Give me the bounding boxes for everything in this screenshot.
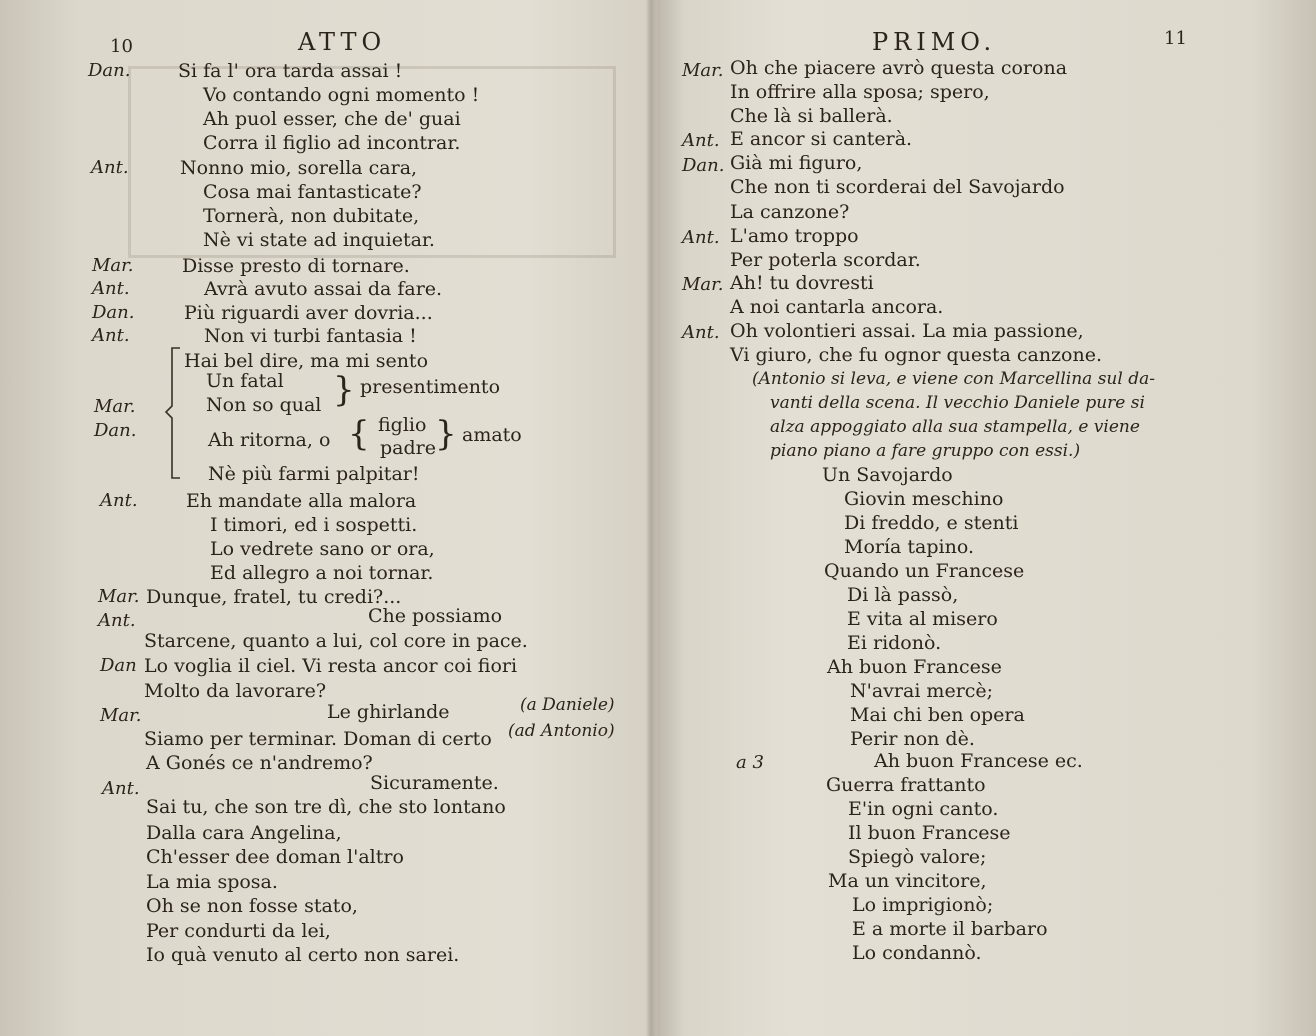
verse-line: L'amo troppo [730,225,859,247]
verse-line: Mai chi ben opera [850,704,1025,726]
verse-line: Hai bel dire, ma mi sento [184,350,429,372]
verse-line: Ah buon Francese [827,656,1002,678]
verse-line: Le ghirlande [327,701,450,723]
verse-line: Che là si ballerà. [730,105,893,127]
trio-brace [150,340,190,490]
verse-line: Quando un Francese [824,560,1025,582]
verse-line: Nonno mio, sorella cara, [180,157,418,179]
verse-line: Ei ridonò. [847,632,942,654]
verse-line: Ch'esser dee doman l'altro [146,846,404,868]
verse-line: Molto da lavorare? [144,680,327,702]
speaker-label: Dan [100,655,137,676]
page-number: 11 [1164,28,1187,49]
verse-line: Per condurti da lei, [146,920,331,942]
verse-line: Che non ti scorderai del Savojardo [730,176,1065,198]
speaker-label: Ant. [682,130,720,151]
verse-line: presentimento [360,376,501,398]
stage-direction: (Antonio si leva, e viene con Marcellina sul da- [752,369,1155,389]
left-page [0,0,652,1036]
speaker-label: Ant. [102,778,140,799]
verse-line: Ah buon Francese ec. [874,750,1083,772]
stage-direction: piano piano a fare gruppo con essi.) [770,441,1081,461]
speaker-label: Dan. [682,155,725,176]
speaker-label: Ant. [682,322,720,343]
left-brace: { [348,414,370,454]
speaker-label: Mar. [682,60,724,81]
speaker-label: Mar. [94,396,136,417]
verse-line: Lo voglia il ciel. Vi resta ancor coi fiori [144,655,518,677]
verse-line: Vo contando ogni momento ! [203,84,480,106]
verse-line: Nè più farmi palpitar! [208,463,420,485]
speaker-label: Ant. [92,325,130,346]
speaker-label: Ant. [682,227,720,248]
verse-line: La mia sposa. [146,871,278,893]
verse-line: Giovin meschino [844,488,1004,510]
verse-line: Che possiamo [368,605,503,627]
right-page [652,0,1316,1036]
stage-direction: vanti della scena. Il vecchio Daniele pure si [770,393,1145,413]
verse-line: Per poterla scordar. [730,249,921,271]
verse-line: Di là passò, [847,584,959,606]
speaker-label: Dan. [94,420,137,441]
stage-direction: (a Daniele) [520,695,615,715]
verse-line: Ed allegro a noi tornar. [210,562,434,584]
verse-line: A Gonés ce n'andremo? [146,752,373,774]
verse-line: Eh mandate alla malora [186,490,417,512]
verse-line: Starcene, quanto a lui, col core in pace. [144,630,528,652]
verse-line: padre [380,437,436,459]
verse-line: Ah ritorna, o [208,429,331,451]
verse-line: Oh se non fosse stato, [146,895,358,917]
verse-line: Si fa l' ora tarda assai ! [178,60,403,82]
verse-line: Un fatal [206,370,284,392]
verse-line: Avrà avuto assai da fare. [204,278,443,300]
running-header: ATTO [298,28,387,56]
verse-line: E vita al misero [847,608,998,630]
speaker-label: Dan. [88,60,131,81]
verse-line: Il buon Francese [848,822,1011,844]
verse-line: Lo imprigionò; [852,894,994,916]
verse-line: Siamo per terminar. Doman di certo [144,728,492,750]
verse-line: amato [462,424,522,446]
verse-line: E a morte il barbaro [852,918,1048,940]
speaker-label: Ant. [91,157,129,178]
speaker-label: Ant. [98,610,136,631]
verse-line: Guerra frattanto [826,774,986,796]
verse-line: In offrire alla sposa; spero, [730,81,990,103]
stage-direction: (ad Antonio) [508,721,615,741]
verse-line: Cosa mai fantasticate? [203,181,422,203]
verse-line: Spiegò valore; [848,846,987,868]
verse-line: Corra il figlio ad incontrar. [203,132,461,154]
verse-line: Moría tapino. [844,536,975,558]
right-brace: } [435,414,457,454]
verse-line: Ah! tu dovresti [730,272,874,294]
running-header: PRIMO. [872,28,997,56]
speaker-label: Mar. [98,586,140,607]
verse-line: Io quà venuto al certo non sarei. [146,944,460,966]
verse-line: Dunque, fratel, tu credi?... [146,586,402,608]
verse-line: N'avrai mercè; [850,680,994,702]
verse-line: Non vi turbi fantasia ! [204,325,417,347]
verse-line: Lo condannò. [852,942,982,964]
verse-line: Di freddo, e stenti [844,512,1019,534]
speaker-label: Ant. [92,278,130,299]
speaker-label: Mar. [92,255,134,276]
verse-line: Un Savojardo [822,464,953,486]
verse-line: La canzone? [730,201,850,223]
verse-line: figlio [378,414,427,436]
verse-line: Sai tu, che son tre dì, che sto lontano [146,796,506,818]
verse-line: Ah puol esser, che de' guai [203,108,461,130]
speaker-label: Mar. [100,705,142,726]
verse-line: Tornerà, non dubitate, [203,205,420,227]
verse-line: Vi giuro, che fu ognor questa canzone. [730,344,1103,366]
speaker-label: Mar. [682,274,724,295]
stage-direction: alza appoggiato alla sua stampella, e viene [770,417,1140,437]
page-number: 10 [110,36,133,57]
speaker-label: Ant. [100,490,138,511]
verse-line: Oh volontieri assai. La mia passione, [730,320,1084,342]
right-brace: } [333,370,355,410]
verse-line: I timori, ed i sospetti. [210,514,418,536]
verse-line: Dalla cara Angelina, [146,822,342,844]
verse-line: Lo vedrete sano or ora, [210,538,435,560]
verse-line: Oh che piacere avrò questa corona [730,57,1068,79]
verse-line: E ancor si canterà. [730,128,913,150]
speaker-label: a 3 [736,752,764,773]
verse-line: Ma un vincitore, [828,870,987,892]
verse-line: Non so qual [206,394,322,416]
verse-line: Più riguardi aver dovria... [184,302,433,324]
verse-line: Sicuramente. [370,772,499,794]
verse-line: Disse presto di tornare. [182,255,410,277]
verse-line: A noi cantarla ancora. [730,296,944,318]
verse-line: Nè vi state ad inquietar. [203,229,435,251]
speaker-label: Dan. [92,302,135,323]
verse-line: E'in ogni canto. [848,798,999,820]
verse-line: Perir non dè. [850,728,975,750]
verse-line: Già mi figuro, [730,152,863,174]
